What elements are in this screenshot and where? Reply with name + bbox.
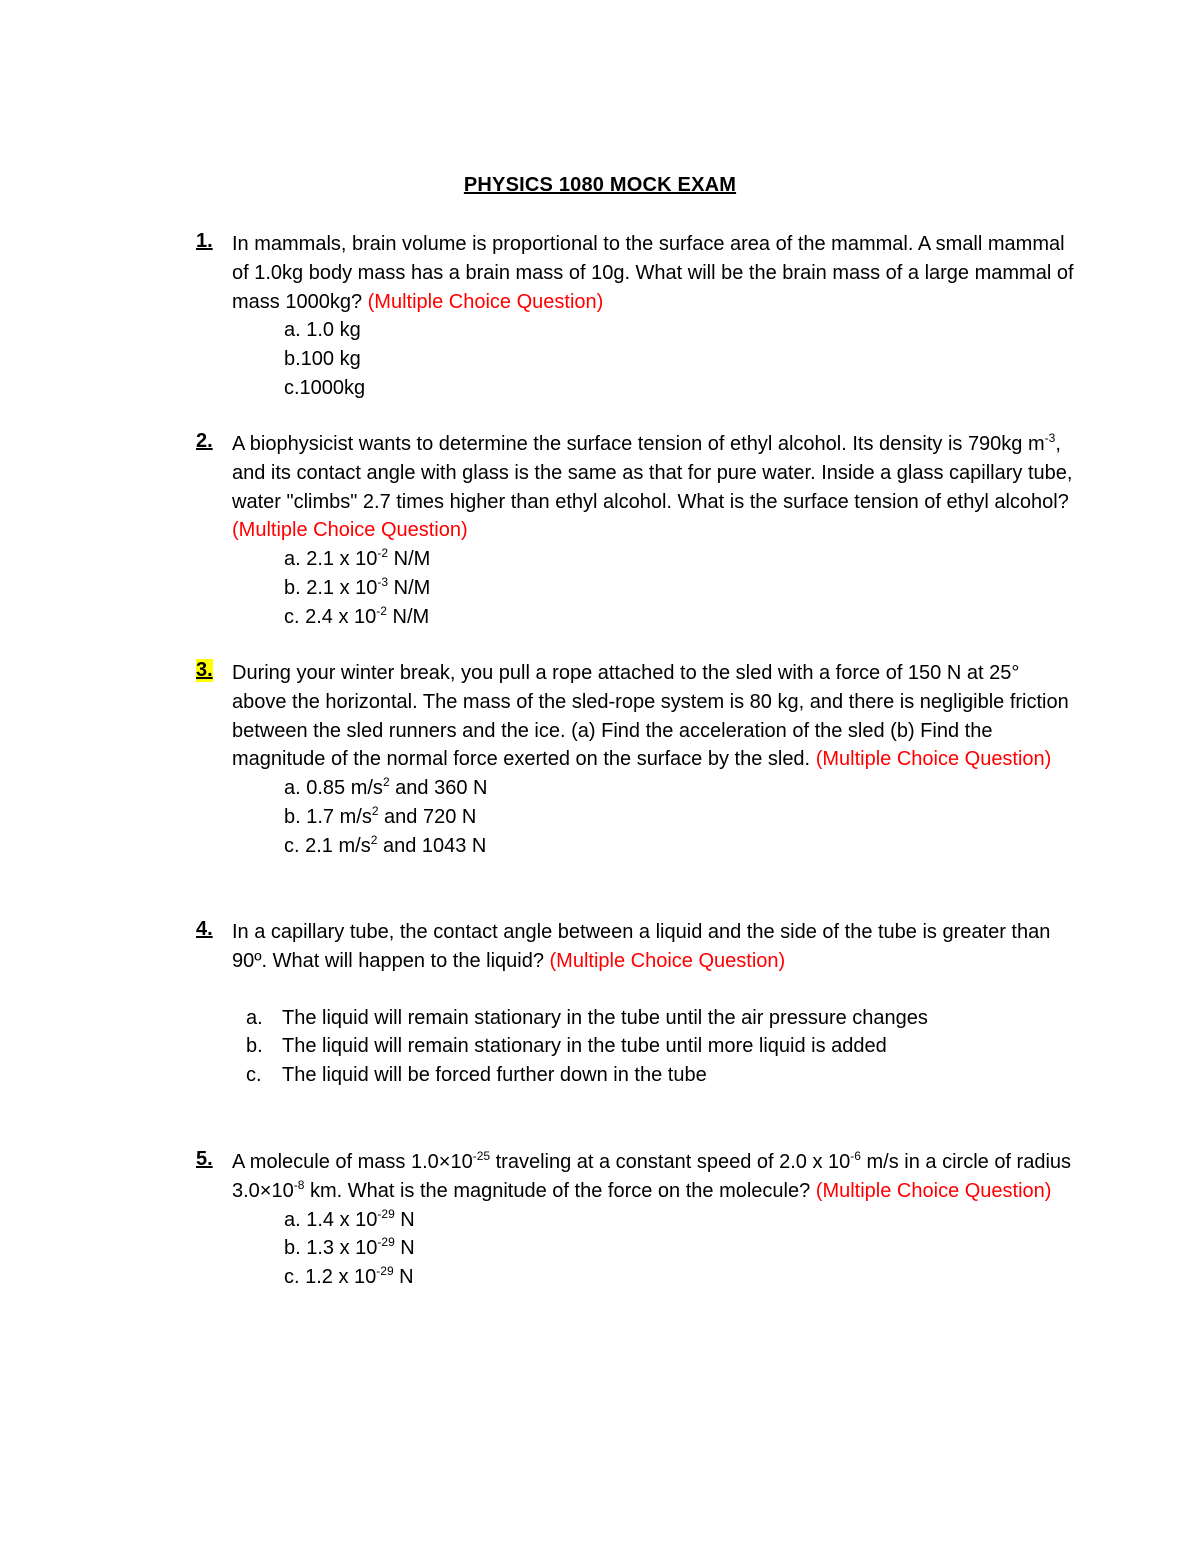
options-list (246, 1004, 1076, 1090)
page-title: PHYSICS 1080 MOCK EXAM (463, 174, 737, 196)
question-stem: During your winter break, you pull a rope attached to the sled with a force of 150 N at 25° above the horizontal. The mass of the sled-rope system is 80 kg, and there is negligible friction between the sled runners and the ice. (a) Find the acceleration of the sled (b) Find the magnitude of the normal force exerted on the surface by the sled. (Multiple Choice Question) (232, 662, 1069, 771)
option-a: a. 1.4 x $10^{-29}$ N (284, 1206, 415, 1231)
question-type-tag: (Multiple Choice Question) (232, 519, 468, 542)
question-1 (196, 230, 1076, 403)
options-list (284, 316, 1076, 402)
question-3 (196, 659, 1076, 861)
option-b: b. 1.3 x $10^{-29}$ N (284, 1235, 415, 1260)
option-a: a. 0.85 $m/s^2$ and 360 N (284, 775, 488, 800)
question-stem: In mammals, brain volume is proportional to the surface area of the mammal. A small mammal of 1.0kg body mass has a brain mass of 10g. What will be the brain mass of a large mammal of mass 1000kg? (Multiple Choice Question) (232, 233, 1074, 313)
option-b: b. 2.1 x $10^{-3}$ N/M (284, 574, 431, 599)
question-stem: In a capillary tube, the contact angle between a liquid and the side of the tube is greater than 90º. What will happen to the liquid? (Multiple Choice Question) (232, 921, 1051, 972)
question-type-tag: (Multiple Choice Question) (815, 748, 1052, 771)
option-b: b. 1.7 $m/s^2$ and 720 N (284, 803, 477, 828)
question-number: 2. (196, 430, 213, 452)
options-list (284, 1206, 1076, 1292)
options-list (284, 774, 1076, 860)
option-c: c. 2.1 $m/s^2$ and 1043 N (284, 832, 487, 857)
options-list (284, 545, 1076, 631)
option-a: a. The liquid will remain stationary in the tube until the air pressure changes (246, 1006, 928, 1029)
option-c: c. 2.4 x $10^{-2}$ N/M (284, 603, 430, 628)
question-number: 4. (196, 918, 213, 940)
question-type-tag: (Multiple Choice Question) (815, 1179, 1052, 1202)
question-stem: A biophysicist wants to determine the surface tension of ethyl alcohol. Its density is 790kg $m^{-3}$, and its contact angle with glass is the same as that for pure water. Inside a glass capillary tube, water "climbs" 2.7 times higher than ethyl alcohol. What is the surface tension of ethyl alcohol? (Multiple Choice Question) (232, 431, 1073, 542)
option-c: c.1000kg (284, 376, 366, 399)
question-stem: A molecule of mass $1.0\times 10^{-25}$ traveling at a constant speed of 2.0 x $10^{-6}$ m/s in a circle of radius $3.0\times 10^{-8}$ km. What is the magnitude of the force on the molecule? (Multiple Choice Question) (232, 1149, 1072, 1202)
question-type-tag: (Multiple Choice Question) (367, 290, 604, 313)
question-number: 5. (196, 1148, 213, 1170)
question-type-tag: (Multiple Choice Question) (549, 949, 786, 972)
question-4 (196, 918, 1076, 1090)
option-b: b.100 kg (284, 348, 361, 371)
option-b: b. The liquid will remain stationary in the tube until more liquid is added (246, 1035, 887, 1058)
question-2 (196, 430, 1076, 632)
option-c: c. 1.2 x $10^{-29}$ N (284, 1264, 414, 1289)
question-number: 1. (196, 230, 213, 252)
option-c: c. The liquid will be forced further down in the tube (246, 1064, 707, 1087)
question-5 (196, 1148, 1076, 1292)
option-a: a. 2.1 x $10^{-2}$ N/M (284, 546, 431, 571)
option-a: a. 1.0 kg (284, 319, 361, 342)
question-number-highlighted: 3. (196, 659, 213, 681)
